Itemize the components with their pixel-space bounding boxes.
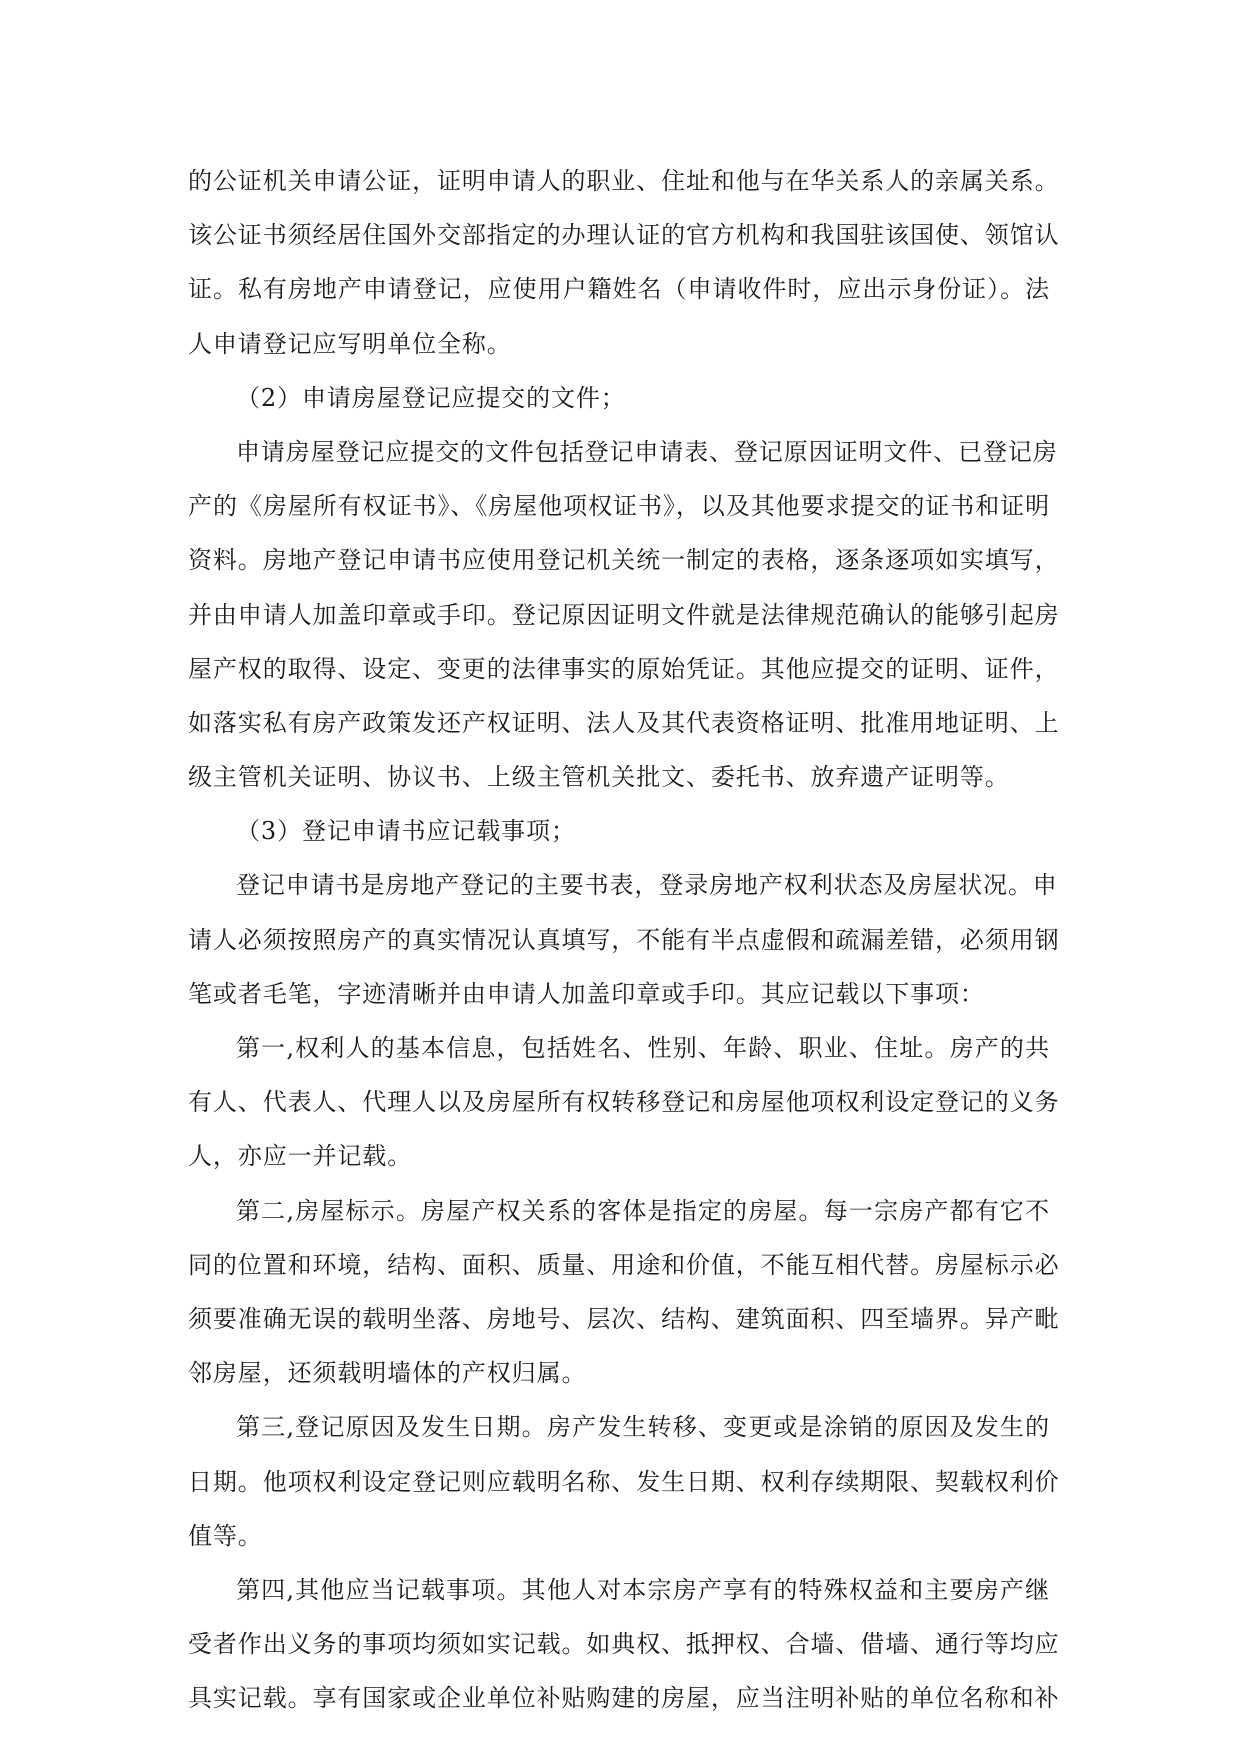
text-line: 产的《房屋所有权证书》、《房屋他项权证书》，以及其他要求提交的证书和证明 (188, 492, 1050, 521)
text-line: 有人、代表人、代理人以及房屋所有权转移登记和房屋他项权利设定登记的义务 (188, 1088, 1060, 1117)
text-line: 资料。房地产登记申请书应使用登记机关统一制定的表格，逐条逐项如实填写， (188, 546, 1060, 575)
document-body (188, 154, 1060, 1725)
text-line: 如落实私有房产政策发还产权证明、法人及其代表资格证明、批准用地证明、上 (188, 708, 1060, 737)
text-line: （2）申请房屋登记应提交的文件； (236, 383, 626, 412)
text-line: 具实记载。享有国家或企业单位补贴购建的房屋，应当注明补贴的单位名称和补 (188, 1684, 1060, 1713)
text-line: 须要准确无误的载明坐落、房地号、层次、结构、建筑面积、四至墙界。异产毗 (188, 1304, 1060, 1333)
text-line: 屋产权的取得、设定、变更的法律事实的原始凭证。其他应提交的证明、证件， (188, 654, 1060, 683)
text-line: 证。私有房地产申请登记，应使用户籍姓名（申请收件时，应出示身份证）。法 (188, 275, 1050, 304)
text-line: （3）登记申请书应记载事项； (236, 817, 576, 846)
text-line: 申请房屋登记应提交的文件包括登记申请表、登记原因证明文件、已登记房 (236, 437, 1058, 466)
text-line: 请人必须按照房产的真实情况认真填写，不能有半点虚假和疏漏差错，必须用钢 (188, 925, 1060, 954)
text-line: 第二,房屋标示。房屋产权关系的客体是指定的房屋。每一宗房产都有它不 (236, 1196, 1050, 1225)
text-line: 人，亦应一并记载。 (188, 1142, 413, 1171)
text-line: 第四,其他应当记载事项。其他人对本宗房产享有的特殊权益和主要房产继 (236, 1575, 1050, 1604)
text-line: 的公证机关申请公证，证明申请人的职业、住址和他与在华关系人的亲属关系。 (188, 167, 1060, 195)
text-line: 登记申请书是房地产登记的主要书表，登录房地产权利状态及房屋状况。申 (236, 871, 1058, 900)
text-line: 受者作出义务的事项均须如实记载。如典权、抵押权、合墙、借墙、通行等均应 (188, 1630, 1060, 1659)
text-line: 日期。他项权利设定登记则应载明名称、发生日期、权利存续期限、契载权利价 (188, 1467, 1060, 1496)
text-line: 级主管机关证明、协议书、上级主管机关批文、委托书、放弃遗产证明等。 (188, 763, 1010, 792)
text-line: 第三,登记原因及发生日期。房产发生转移、变更或是涂销的原因及发生的 (236, 1413, 1050, 1442)
text-line: 值等。 (188, 1521, 263, 1550)
text-line: 人申请登记应写明单位全称。 (188, 329, 512, 358)
text-line: 该公证书须经居住国外交部指定的办理认证的官方机构和我国驻该国使、领馆认 (188, 221, 1060, 250)
text-line: 第一,权利人的基本信息，包括姓名、性别、年龄、职业、住址。房产的共 (236, 1034, 1050, 1062)
text-line: 邻房屋，还须载明墙体的产权归属。 (188, 1359, 587, 1388)
text-line: 同的位置和环境，结构、面积、质量、用途和价值，不能互相代替。房屋标示必 (188, 1250, 1060, 1279)
text-line: 并由申请人加盖印章或手印。登记原因证明文件就是法律规范确认的能够引起房 (188, 600, 1060, 629)
text-line: 笔或者毛笔，字迹清晰并由申请人加盖印章或手印。其应记载以下事项： (188, 979, 985, 1008)
